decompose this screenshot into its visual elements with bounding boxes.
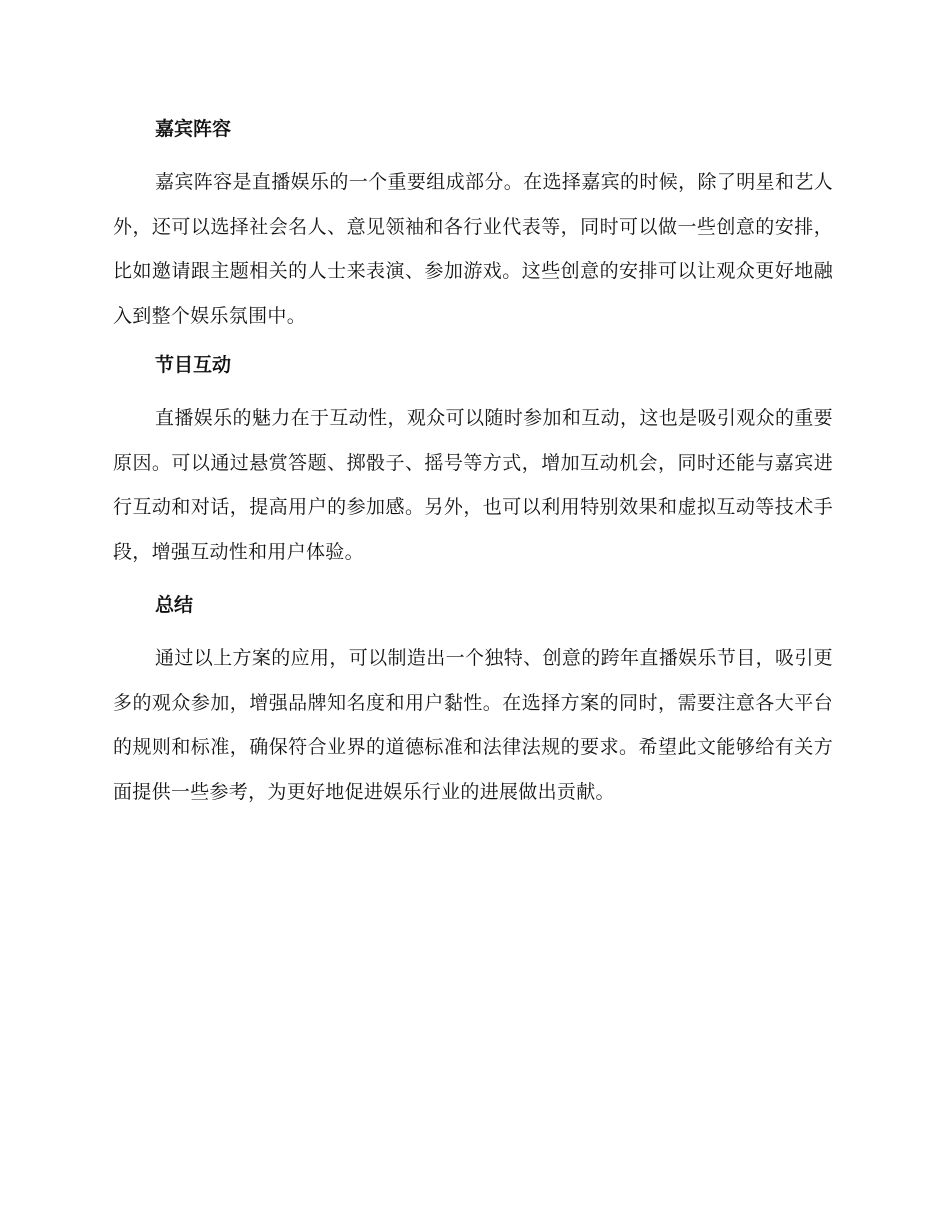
section-guest-lineup: [113, 112, 833, 338]
section-heading: 节目互动: [155, 354, 232, 376]
section-paragraph: 通过以上方案的应用，可以制造出一个独特、创意的跨年直播娱乐节目，吸引更多的观众参加，增强品牌知名度和用户黏性。在选择方案的同时，需要注意各大平台的规则和标准，确保符合业界的道德标准和法律法规的要求。希望此文能够给有关方面提供一些参考，为更好地促进娱乐行业的进展做出贡献。: [113, 647, 833, 803]
section-summary: [113, 588, 833, 814]
section-paragraph: 直播娱乐的魅力在于互动性，观众可以随时参加和互动，这也是吸引观众的重要原因。可以通过悬赏答题、掷骰子、摇号等方式，增加互动机会，同时还能与嘉宾进行互动和对话，提高用户的参加感。另外，也可以利用特别效果和虚拟互动等技术手段，增强互动性和用户体验。: [113, 407, 833, 563]
section-heading: 嘉宾阵容: [155, 118, 232, 140]
section-program-interaction: [113, 348, 833, 574]
section-paragraph: 嘉宾阵容是直播娱乐的一个重要组成部分。在选择嘉宾的时候，除了明星和艺人外，还可以选择社会名人、意见领袖和各行业代表等，同时可以做一些创意的安排，比如邀请跟主题相关的人士来表演、参加游戏。这些创意的安排可以让观众更好地融入到整个娱乐氛围中。: [113, 171, 833, 327]
section-heading: 总结: [155, 594, 194, 616]
document-content: [113, 112, 833, 828]
